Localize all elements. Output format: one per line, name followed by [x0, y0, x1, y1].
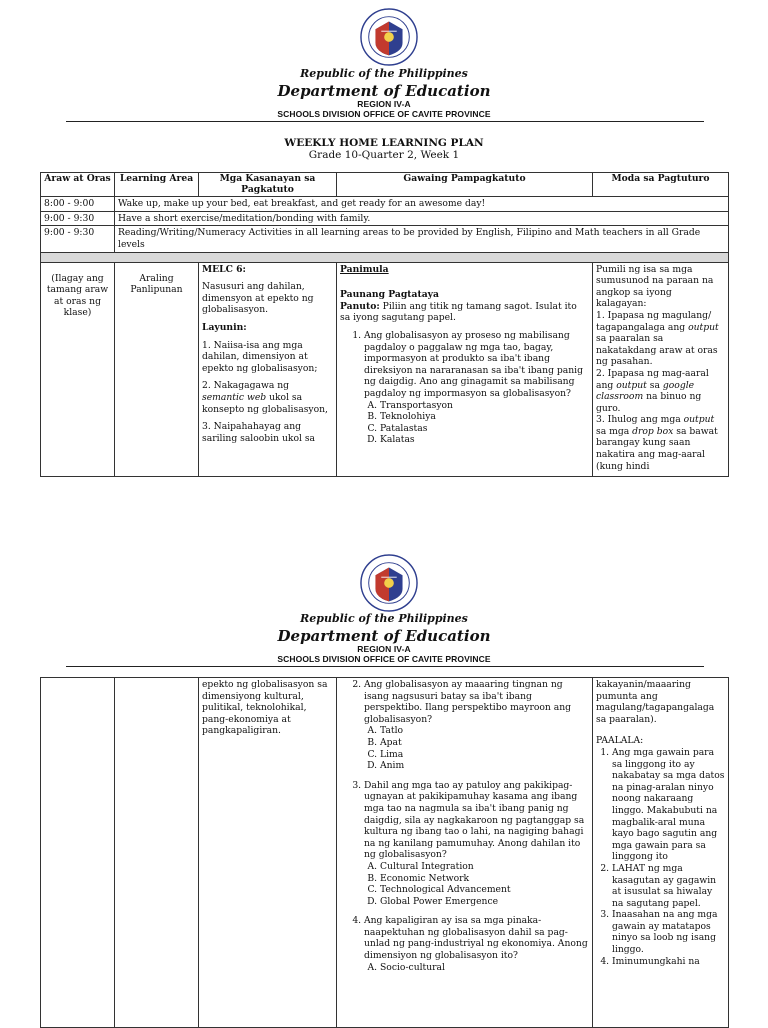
option-item: A. Socio-cultural	[380, 962, 589, 974]
area-cell: Araling Panlipunan	[115, 262, 199, 476]
option-item: C. Patalastas	[380, 423, 589, 435]
option-item: A. Transportasyon	[380, 400, 589, 412]
moda-cell	[593, 262, 729, 476]
panuto	[340, 301, 589, 324]
panuto-text: Piliin ang titik ng tamang sagot. Isulat ito sa iyong sagutang papel.	[340, 300, 577, 324]
day-cell: (Ilagay ang tamang araw at oras ng klase)	[41, 262, 115, 476]
panimula-heading: Panimula	[340, 263, 389, 275]
schedule-time: 8:00 - 9:00	[41, 197, 115, 212]
question-text: Ang globalisasyon ay maaaring tingnan ng isang nagsusuri batay sa iba't ibang perspektibo. Ilang perspektibo mayroon ang globalisasyon?	[364, 679, 572, 725]
moda-text: sa bawat barangay kung saan nakatira ang mag-aaral (kung hindi	[596, 425, 718, 472]
layunin-item	[202, 380, 333, 415]
column-header: Mga Kasanayan sa Pagkatuto	[199, 173, 337, 197]
header-rule	[66, 121, 704, 122]
plan-title: WEEKLY HOME LEARNING PLAN	[284, 137, 484, 149]
layunin-text: ukol sa konsepto ng globalisasyon,	[202, 391, 328, 415]
layunin-item: 3. Naipahahayag ang sariling saloobin ukol sa	[202, 421, 316, 444]
deped-seal-icon	[360, 554, 418, 612]
moda-emph: output	[616, 379, 647, 391]
question-text: Ang globalisasyon ay proseso ng mabilisang pagdaloy o paggalaw ng mga tao, bagay, impormasyon at produkto sa iba't ibang direksiyon na nararanasan sa iba't ibang panig ng daigdig. Ano ang ginagamit sa mabilisang pagdaloy ng impormasyon sa globalisasyon?	[364, 329, 583, 399]
area-cell	[115, 678, 199, 1028]
moda-emph: google classroom	[596, 379, 695, 403]
department-title: Department of Education	[277, 82, 491, 100]
option-item: B. Teknolohiya	[380, 411, 589, 423]
option-item: A. Cultural Integration	[380, 861, 589, 873]
options-list	[364, 725, 589, 771]
activity-cell	[337, 678, 593, 1028]
schedule-time: 9:00 - 9:30	[41, 211, 115, 226]
paalala-list	[596, 747, 725, 967]
skills-cell: epekto ng globalisasyon sa dimensiyong kultural, pulitikal, teknolohikal, pang-ekonomiya at pangkapaligiran.	[199, 678, 337, 1028]
moda-continued: kakayanin/maaaring pumunta ang magulang/tagapangalaga sa paaralan).	[596, 679, 715, 725]
moda-text: 1. Ipapasa ng magulang/ tagapangalaga ang	[596, 309, 712, 333]
division-line: SCHOOLS DIVISION OFFICE OF CAVITE PROVINCE	[277, 654, 491, 664]
layunin-item: 1. Naiisa-isa ang mga dahilan, dimensiyon at epekto ng globalisasyon;	[202, 339, 318, 374]
moda-intro: Pumili ng isa sa mga sumusunod na paraan na angkop sa iyong kalagayan:	[596, 263, 714, 310]
paalala-item: 2. LAHAT ng mga kasagutan ay gagawin at isusulat sa hiwalay na sagutang papel.	[612, 863, 725, 909]
melc-text: Nasusuri ang dahilan, dimensyon at epekto ng globalisasyon.	[202, 281, 314, 316]
division-line: SCHOOLS DIVISION OFFICE OF CAVITE PROVINCE	[277, 109, 491, 119]
layunin-text: 2. Nakagagawa ng	[202, 380, 290, 392]
schedule-row	[41, 197, 729, 212]
question-item	[364, 330, 589, 446]
moda-text: sa mga	[596, 425, 633, 437]
table-header-row	[41, 173, 729, 197]
schedule-row	[41, 226, 729, 252]
learning-plan-table-continued	[40, 677, 729, 1028]
region-line: REGION IV-A	[357, 644, 411, 654]
options-list	[364, 861, 589, 907]
activity-cell	[337, 262, 593, 476]
learning-plan-table	[40, 172, 729, 477]
column-header: Learning Area	[115, 173, 199, 197]
question-item	[364, 679, 589, 772]
schedule-activity: Wake up, make up your bed, eat breakfast, and get ready for an awesome day!	[115, 197, 729, 212]
option-item: B. Economic Network	[380, 873, 589, 885]
option-item: C. Lima	[380, 749, 589, 761]
option-item: C. Technological Advancement	[380, 884, 589, 896]
melc-title: MELC 6:	[202, 263, 246, 275]
schedule-activity: Reading/Writing/Numeracy Activities in all learning areas to be provided by English, Filipino and Math teachers in all Grade levels	[115, 226, 729, 252]
header-rule	[66, 666, 704, 667]
question-list	[340, 330, 589, 446]
moda-emph: drop box	[632, 425, 674, 437]
moda-emph: output	[688, 321, 719, 333]
layunin-title: Layunin:	[202, 321, 247, 333]
moda-text: sa paaralan sa nakatakdang araw at oras ng pasahan.	[596, 333, 718, 368]
republic-line: Republic of the Philippines	[300, 67, 468, 80]
options-list	[364, 962, 589, 974]
paalala-item: 1. Ang mga gawain para sa linggong ito ay nakabatay sa mga datos na pinag-aralan ninyo noong nakaraang linggo. Makabubuti na magbalik-aral muna kayo bago sagutin ang mga gawain para sa linggong ito	[612, 747, 725, 863]
schedule-row	[41, 211, 729, 226]
paunang-heading: Paunang Pagtataya	[340, 289, 439, 301]
option-item: D. Kalatas	[380, 434, 589, 446]
moda-cell	[593, 678, 729, 1028]
lesson-row	[41, 262, 729, 476]
schedule-activity: Have a short exercise/meditation/bonding with family.	[115, 211, 729, 226]
moda-text: sa	[646, 379, 663, 391]
deped-seal-icon	[360, 8, 418, 66]
options-list	[364, 400, 589, 446]
column-header: Araw at Oras	[41, 173, 115, 197]
lesson-row-continued	[41, 678, 729, 1028]
paalala-item: 4. Iminumungkahi na	[612, 956, 725, 968]
option-item: A. Tatlo	[380, 725, 589, 737]
skills-cell	[199, 262, 337, 476]
day-cell	[41, 678, 115, 1028]
moda-text: na binuo ng guro.	[596, 391, 702, 414]
panuto-label: Panuto:	[340, 300, 380, 312]
option-item: D. Anim	[380, 760, 589, 772]
column-header: Moda sa Pagtuturo	[593, 173, 729, 197]
column-header: Gawaing Pampagkatuto	[337, 173, 593, 197]
republic-line: Republic of the Philippines	[300, 612, 468, 625]
paalala-item: 3. Inaasahan na ang mga gawain ay matatapos ninyo sa loob ng isang linggo.	[612, 909, 725, 955]
plan-subtitle: Grade 10-Quarter 2, Week 1	[308, 149, 460, 161]
grey-separator-row	[41, 252, 729, 262]
question-text: Dahil ang mga tao ay patuloy ang pakikipag-ugnayan at pakikipamuhay kasama ang ibang mga tao na nagmula sa iba't ibang panig ng daigdig, sila ay nagkakaroon ng pagtanggap sa kultura ng ibang tao o lahi, na nagiging bahagi na ng kanilang pamumuhay. Anong dahilan ito ng globalisasyon?	[364, 779, 585, 861]
question-item	[364, 915, 589, 973]
question-item	[364, 780, 589, 908]
schedule-time: 9:00 - 9:30	[41, 226, 115, 252]
question-list	[340, 679, 589, 973]
option-item: D. Global Power Emergence	[380, 896, 589, 908]
region-line: REGION IV-A	[357, 99, 411, 109]
paalala-title: PAALALA:	[596, 735, 644, 747]
moda-text: 3. Ihulog ang mga	[596, 414, 684, 426]
department-title: Department of Education	[277, 627, 491, 645]
question-text: Ang kapaligiran ay isa sa mga pinaka-naapektuhan ng globalisasyon dahil sa pag-unlad ng pang-industriyal ng ekonomiya. Anong dimensiyon ng globalisasyon ito?	[364, 915, 588, 962]
moda-emph: output	[683, 414, 715, 426]
moda-text: 2. Ipapasa ng mag-aaral ang	[596, 367, 709, 391]
layunin-emph: semantic web	[202, 391, 267, 403]
option-item: B. Apat	[380, 737, 589, 749]
